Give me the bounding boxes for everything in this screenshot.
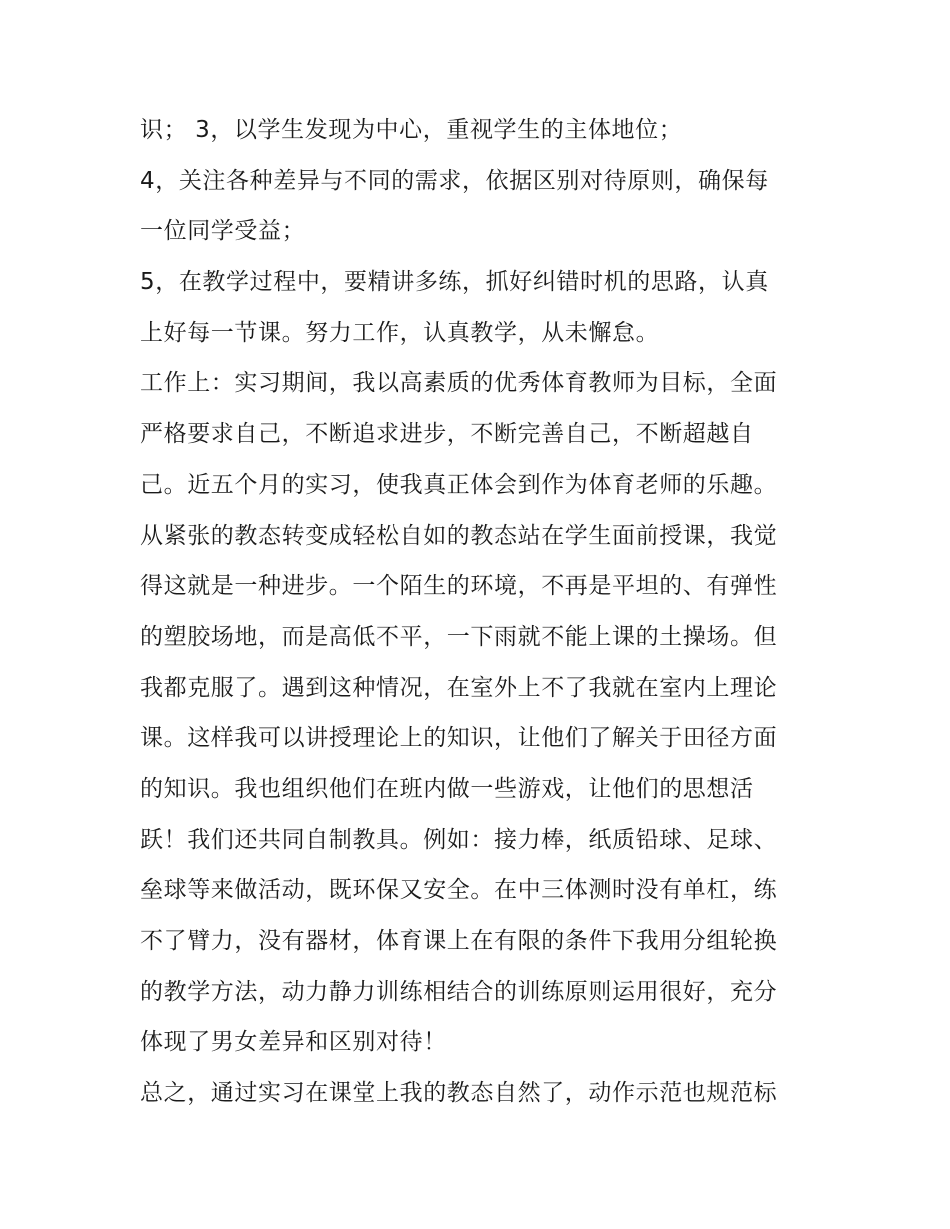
text-line: 体现了男女差异和区别对待！	[140, 1029, 447, 1055]
text-line: 课。这样我可以讲授理论上的知识，让他们了解关于田径方面	[140, 725, 778, 751]
text-line: 4，关注各种差异与不同的需求，依据区别对待原则，确保每	[140, 168, 769, 194]
text-line: 一位同学受益；	[140, 218, 306, 244]
text-line: 我都克服了。遇到这种情况，在室外上不了我就在室内上理论	[140, 675, 778, 701]
text-line: 己。近五个月的实习，使我真正体会到作为体育老师的乐趣。	[140, 472, 778, 498]
text-line: 跃！我们还共同自制教具。例如：接力棒，纸质铅球、足球、	[140, 827, 778, 853]
text-line: 得这就是一种进步。一个陌生的环境，不再是平坦的、有弹性	[140, 573, 778, 599]
text-line: 的教学方法，动力静力训练相结合的训练原则运用很好，充分	[140, 979, 778, 1005]
text-line: 工作上：实习期间，我以高素质的优秀体育教师为目标，全面	[140, 370, 778, 396]
text-line: 识； 3，以学生发现为中心，重视学生的主体地位；	[140, 117, 683, 143]
text-line: 从紧张的教态转变成轻松自如的教态站在学生面前授课，我觉	[140, 523, 778, 549]
text-line: 不了臂力，没有器材，体育课上在有限的条件下我用分组轮换	[140, 928, 778, 954]
text-line: 垒球等来做活动，既环保又安全。在中三体测时没有单杠，练	[140, 877, 778, 903]
text-line: 的知识。我也组织他们在班内做一些游戏，让他们的思想活	[140, 776, 754, 802]
text-line: 严格要求自己，不断追求进步，不断完善自己，不断超越自	[140, 421, 754, 447]
text-line: 的塑胶场地，而是高低不平，一下雨就不能上课的土操场。但	[140, 624, 778, 650]
text-line: 上好每一节课。努力工作，认真教学，从未懈怠。	[140, 320, 660, 346]
text-line: 总之，通过实习在课堂上我的教态自然了，动作示范也规范标	[140, 1080, 778, 1106]
text-line: 5，在教学过程中，要精讲多练，抓好纠错时机的思路，认真	[140, 269, 769, 295]
